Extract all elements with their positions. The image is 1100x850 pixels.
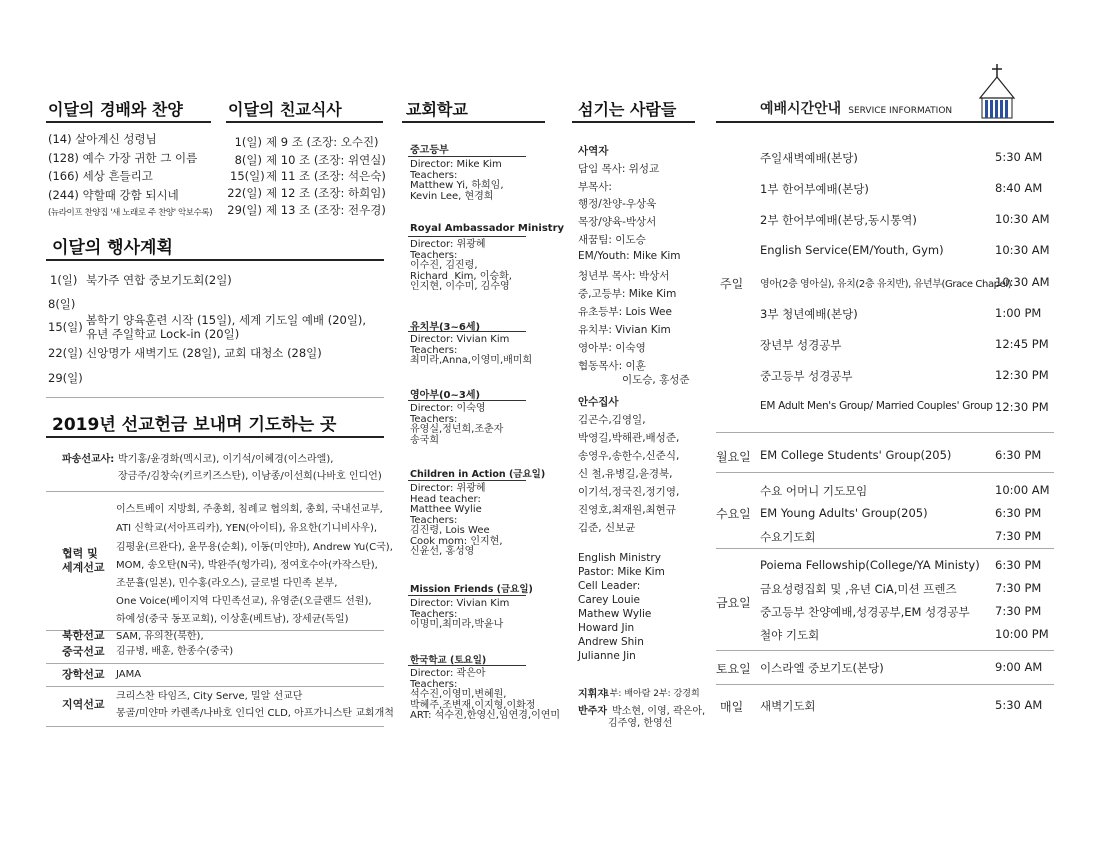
servers-group-title: 안수집사: [578, 396, 619, 408]
event-date: 22(일): [48, 346, 83, 360]
school-dept-title: Royal Ambassador Ministry: [410, 223, 565, 234]
server-item: 부목사:: [578, 181, 612, 193]
server-item: EM/Youth: Mike Kim: [578, 250, 681, 262]
service-name: 철야 기도회: [760, 628, 820, 642]
accompanist-label: 반주자: [578, 706, 607, 717]
divider: [408, 595, 526, 596]
server-item: 영아부: 이숙영: [578, 342, 646, 354]
service-name: 2부 한어부예배(본당,동시통역): [760, 213, 917, 227]
divider: [408, 480, 526, 481]
fellowship-date: 15(일): [230, 169, 265, 183]
school-dept-body: Director: 곽은아 Teachers: 석수진,이영미,변혜원, 박혜주,조변재,이지형,이화정 ART: 석수진,한영신,임연경,이연미: [410, 668, 561, 721]
divider: [46, 686, 384, 687]
fellowship-title: 이달의 친교식사: [228, 100, 342, 119]
fellowship-group: 제 12 조 (조장: 하희임): [266, 186, 386, 200]
divider: [572, 121, 695, 123]
service-name: 3부 청년예배(본당): [760, 307, 858, 321]
event-date: 1(일): [50, 273, 78, 287]
mission-text: ATI 신학교(서아프리카), YEN(아이티), 유요한(기니비사우),: [116, 523, 378, 534]
server-item: Andrew Shin: [578, 636, 644, 648]
service-time: 12:30 PM: [995, 400, 1049, 414]
server-item: 이도승, 홍성준: [622, 374, 690, 386]
service-time: 10:30 AM: [995, 212, 1050, 226]
server-item: 김곤수,김영일,: [578, 414, 646, 426]
event-text: 유년 주일학교 Lock-in (20일): [86, 327, 240, 341]
divider: [408, 236, 526, 237]
divider: [716, 650, 1054, 651]
service-name: 1부 한어부예배(본당): [760, 182, 869, 196]
server-item: Howard Jin: [578, 622, 635, 634]
fellowship-group: 제 11 조 (조장: 석은숙): [266, 169, 386, 183]
service-time: 10:30 AM: [995, 275, 1050, 289]
divider: [46, 436, 384, 438]
servers-title: 섬기는 사람들: [578, 100, 677, 119]
service-time: 6:30 PM: [995, 558, 1042, 572]
fellowship-group: 제 9 조 (조장: 오수진): [266, 135, 379, 149]
hymn-item: (14) 살아계신 성령님: [48, 132, 157, 146]
conductor-text: 1부: 배아람 2부: 강경희: [604, 689, 700, 699]
school-dept-title: Children in Action (금요일): [410, 469, 546, 480]
worship-songs-title: 이달의 경배와 찬양: [48, 100, 183, 119]
service-info-title-en: SERVICE INFORMATION: [848, 106, 953, 116]
service-name: 중고등부 성경공부: [760, 369, 853, 383]
mission-label: 파송선교사:: [62, 454, 115, 465]
service-time: 5:30 AM: [995, 698, 1043, 712]
service-name: 새벽기도회: [760, 699, 816, 713]
fellowship-group: 제 10 조 (조장: 위연실): [266, 153, 386, 167]
mission-text: 조문휼(일본), 민수홍(라오스), 글로벌 다민족 본부,: [116, 578, 338, 589]
divider: [408, 400, 526, 401]
divider: [46, 726, 384, 727]
service-name: 주일새벽예배(본당): [760, 151, 858, 165]
service-time: 7:30 PM: [995, 581, 1042, 595]
school-dept-body: Director: Vivian Kim Teachers: 최미라,Anna,이영미,배미희: [410, 334, 533, 366]
server-item: 중,고등부: Mike Kim: [578, 288, 677, 300]
mission-label: 북한선교: [62, 629, 105, 642]
service-time: 5:30 AM: [995, 150, 1043, 164]
service-time: 10:00 PM: [995, 627, 1049, 641]
divider: [716, 684, 1054, 685]
service-name: EM Young Adults' Group(205): [760, 506, 928, 520]
servers-group-title: English Ministry: [578, 552, 661, 564]
event-date: 15(일): [48, 320, 83, 334]
server-item: 새꿈팀: 이도승: [578, 234, 646, 246]
service-info-title: [760, 98, 952, 118]
server-item: 유초등부: Lois Wee: [578, 306, 672, 318]
church-icon: [972, 62, 1022, 120]
service-time: 6:30 PM: [995, 448, 1042, 462]
server-item: 행정/찬양-우상욱: [578, 198, 657, 210]
server-item: 박영길,박해관,배성준,: [578, 432, 680, 444]
event-date: 8(일): [48, 297, 76, 311]
events-title: 이달의 행사계획: [52, 238, 173, 258]
divider: [716, 472, 1054, 473]
service-name: Poiema Fellowship(College/YA Ministy): [760, 558, 980, 572]
school-dept-title: 영아부(0~3세): [410, 390, 481, 401]
divider: [408, 665, 526, 666]
school-dept-body: Director: Mike Kim Teachers: Matthew Yi, 하희임, Kevin Lee, 현경희: [410, 159, 504, 202]
divider: [716, 121, 1054, 123]
mission-label: 중국선교: [62, 645, 105, 658]
server-item: Mathew Wylie: [578, 608, 652, 620]
day-label: 토요일: [716, 662, 751, 676]
event-text: 봄학기 양육훈련 시작 (15일), 세계 기도일 예배 (20일),: [86, 313, 367, 327]
service-time: 12:30 PM: [995, 368, 1049, 382]
event-date: 29(일): [48, 371, 83, 385]
service-time: 8:40 AM: [995, 181, 1043, 195]
mission-text: JAMA: [116, 669, 142, 680]
event-text: 신앙명가 새벽기도 (28일), 교회 대청소 (28일): [86, 346, 322, 360]
day-label: 수요일: [716, 507, 751, 521]
mission-text: 박기홍/윤경화(멕시코), 이기석/이혜경(이스라엘),: [118, 454, 334, 465]
service-time: 7:30 PM: [995, 604, 1042, 618]
server-item: 송영우,송한수,신준식,: [578, 450, 680, 462]
hymn-item: (128) 예수 가장 귀한 그 이름: [48, 151, 198, 165]
church-school-title: 교회학교: [406, 100, 468, 119]
mission-label: 장학선교: [62, 668, 105, 681]
mission-text: 크리스찬 타임즈, City Serve, 밀알 선교단: [116, 691, 303, 702]
service-info-title-kr: 예배시간안내: [760, 101, 842, 117]
divider: [46, 121, 211, 123]
mission-label: 지역선교: [62, 698, 105, 711]
mission-text: 몽골/미얀마 카렌족/나바호 인디언 CLD, 아프가니스탄 교회개척: [116, 708, 394, 719]
server-item: 김준, 신보균: [578, 522, 636, 534]
mission-text: 하예성(중국 동포교회), 이상훈(베트남), 장세균(독일): [116, 614, 349, 625]
hymn-item: (244) 약할때 강함 되시네: [48, 188, 179, 202]
server-item: Cell Leader:: [578, 580, 641, 592]
server-item: 담임 목사: 위성교: [578, 163, 660, 175]
service-name: 금요성령집회 및 ,유년 CiA,미션 프렌즈: [760, 582, 957, 596]
service-name: EM College Students' Group(205): [760, 448, 952, 462]
divider: [408, 331, 526, 332]
day-label: 금요일: [716, 596, 751, 610]
service-name: EM Adult Men's Group/ Married Couples' Group: [760, 400, 993, 412]
server-item: 유치부: Vivian Kim: [578, 324, 671, 336]
divider: [46, 397, 384, 398]
missions-title: 2019년 선교헌금 보내며 기도하는 곳: [52, 415, 337, 435]
service-time: 10:00 AM: [995, 483, 1050, 497]
mission-label: 협력 및 세계선교: [62, 547, 105, 574]
hymn-item: (166) 세상 흔들리고: [48, 169, 153, 183]
school-dept-title: 유치부(3~6세): [410, 322, 481, 333]
service-name: 이스라엘 중보기도(본당): [760, 661, 884, 675]
server-item: 신 철,유병길,윤경북,: [578, 468, 673, 480]
day-label: 월요일: [716, 450, 751, 464]
school-dept-body: Director: 이숙영 Teachers: 유영실,정넌희,조춘자 송국희: [410, 403, 504, 446]
server-item: 협동목사: 이훈: [578, 360, 646, 372]
divider: [46, 663, 384, 664]
mission-text: MOM, 송오탄(N국), 박완주(헝가리), 정여호수아(카작스탄),: [116, 560, 378, 571]
divider: [226, 121, 383, 123]
mission-text: 장금주/김창숙(키르키즈스탄), 이남종/이선희(나바호 인디언): [118, 471, 382, 482]
school-dept-title: 중고등부: [410, 145, 449, 156]
service-time: 10:30 AM: [995, 243, 1050, 257]
service-name: 중고등부 찬양예배,성경공부,EM 성경공부: [760, 605, 970, 619]
fellowship-date: 29(일): [227, 203, 262, 217]
service-time: 12:45 PM: [995, 337, 1049, 351]
servers-group-title: 사역자: [578, 145, 609, 157]
service-name: 영아(2층 영아실), 유치(2층 유치반), 유년부(Grace Chapel): [760, 279, 1012, 290]
server-item: Julianne Jin: [578, 650, 636, 662]
server-item: 목장/양육-박상서: [578, 216, 657, 228]
fellowship-date: 1(일): [234, 135, 262, 149]
school-dept-title: 한국학교 (토요일): [410, 655, 487, 666]
mission-text: 김평윤(르완다), 윤무용(순회), 이동(미얀마), Andrew Yu(C국),: [116, 542, 393, 553]
divider: [408, 156, 526, 157]
service-time: 9:00 AM: [995, 660, 1043, 674]
server-item: Pastor: Mike Kim: [578, 566, 665, 578]
day-label: 매일: [720, 700, 744, 714]
server-item: 진영호,최재원,최현규: [578, 504, 676, 516]
accompanist-text: 박소현, 이영, 곽은아,: [612, 706, 706, 717]
service-time: 1:00 PM: [995, 306, 1042, 320]
service-name: 수요기도회: [760, 530, 816, 544]
mission-text: One Voice(베이지역 다민족선교), 유영준(오클랜드 선원),: [116, 596, 372, 607]
service-name: 장년부 성경공부: [760, 338, 842, 352]
service-time: 7:30 PM: [995, 529, 1042, 543]
school-dept-body: Director: Vivian Kim Teachers: 이명미,최미라,박윤나: [410, 598, 510, 630]
server-item: Carey Louie: [578, 594, 640, 606]
mission-text: 이스트베이 지방회, 주총회, 침례교 협의회, 총회, 국내선교부,: [116, 504, 383, 515]
mission-text: SAM, 유의찬(북한),: [116, 631, 204, 642]
service-time: 6:30 PM: [995, 506, 1042, 520]
event-text: 북가주 연합 중보기도회(2일): [86, 273, 232, 287]
service-name: 수요 어머니 기도모임: [760, 484, 868, 498]
mission-text: 김규병, 배훈, 한종수(중국): [116, 646, 234, 657]
school-dept-body: Director: 위광혜 Teachers: 이수진, 김진령, Richard Kim, 이승화, 인지현, 이수미, 김수영: [410, 239, 512, 292]
conductor-label: 지휘자: [578, 689, 607, 700]
divider: [716, 432, 1054, 433]
hymn-note: (뉴라이프 찬양집 '새 노래로 주 찬양' 악보수록): [48, 208, 213, 218]
divider: [716, 548, 1054, 549]
divider: [46, 491, 384, 492]
server-item: 청년부 목사: 박상서: [578, 270, 670, 282]
day-label: 주일: [720, 277, 744, 291]
service-name: English Service(EM/Youth, Gym): [760, 243, 944, 257]
school-dept-title: Mission Friends (금요일): [410, 584, 533, 595]
fellowship-group: 제 13 조 (조장: 전우경): [266, 203, 386, 217]
divider: [46, 259, 384, 261]
school-dept-body: Director: 위광혜 Head teacher: Matthee Wylie Teachers: 김진령, Lois Wee Cook mom: 인지현, 신윤선, 홍성영: [410, 483, 503, 557]
server-item: 이기석,정국진,정기영,: [578, 486, 680, 498]
fellowship-date: 22(일): [227, 186, 262, 200]
accompanist-text: 김주영, 한영선: [608, 718, 673, 729]
divider: [402, 121, 545, 123]
fellowship-date: 8(일): [234, 153, 262, 167]
